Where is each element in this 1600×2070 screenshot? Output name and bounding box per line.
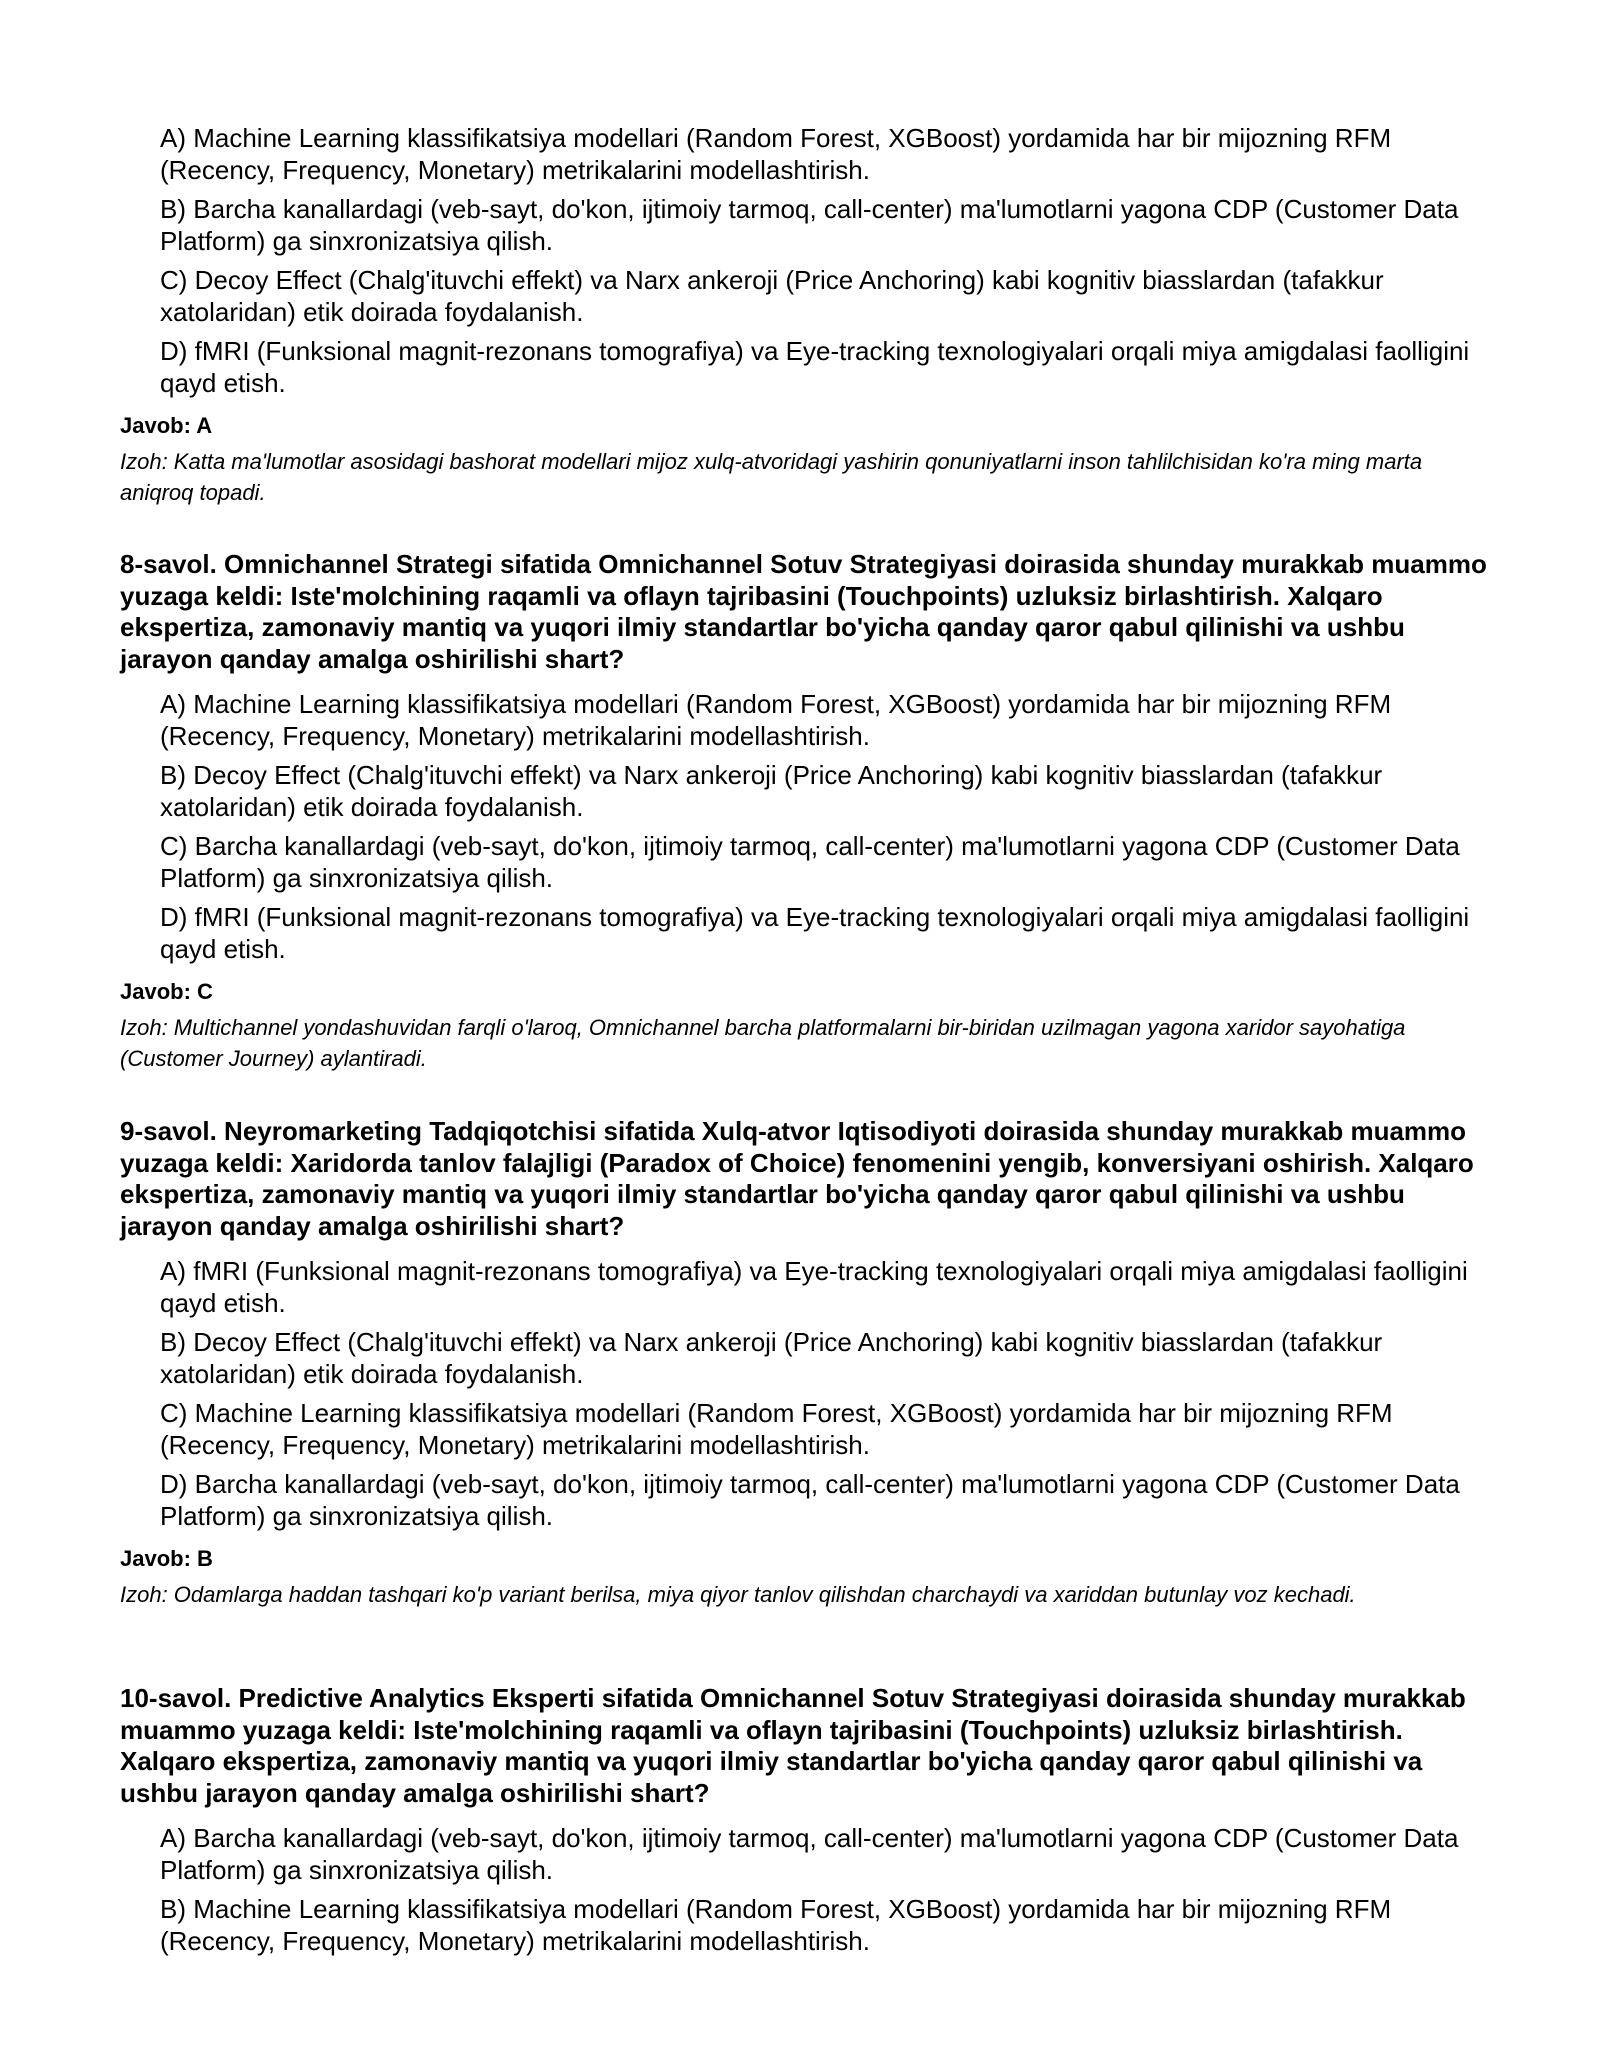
- answer-label: Javob: A: [120, 413, 213, 438]
- answer-label: Javob: B: [120, 1546, 213, 1571]
- option-a: A) Barcha kanallardagi (veb-sayt, do'kon, ijtimoiy tarmoq, call-center) ma'lumotlarni yagona CDP (Customer Data Platform) ga sinxronizatsiya qilish.: [160, 1823, 1459, 1885]
- option-a: A) fMRI (Funksional magnit-rezonans tomografiya) va Eye-tracking texnologiyalari orqali miya amigdalasi faolligini qayd etish.: [160, 1256, 1468, 1318]
- question-text: 9-savol. Neyromarketing Tadqiqotchisi sifatida Xulq-atvor Iqtisodiyoti doirasida shunday murakkab muammo yuzaga keldi: Xaridorda tanlov falajligi (Paradox of Choice) fenomenini yengib, konversiyani oshirish. Xalqaro ekspertiza, zamonaviy mantiq va yuqori ilmiy standartlar bo'yicha qanday qaror qabul qilinishi va ushbu jarayon qanday amalga oshirilishi shart?: [120, 1116, 1474, 1241]
- option-a: A) Machine Learning klassifikatsiya modellari (Random Forest, XGBoost) yordamida har bir mijozning RFM (Recency, Frequency, Monetary) metrikalarini modellashtirish.: [160, 123, 1392, 185]
- option-c: C) Decoy Effect (Chalg'ituvchi effekt) va Narx ankeroji (Price Anchoring) kabi kognitiv biasslardan (tafakkur xatolaridan) etik doirada foydalanish.: [160, 265, 1384, 327]
- option-c: C) Machine Learning klassifikatsiya modellari (Random Forest, XGBoost) yordamida har bir mijozning RFM (Recency, Frequency, Monetary) metrikalarini modellashtirish.: [160, 1398, 1393, 1460]
- option-d: D) fMRI (Funksional magnit-rezonans tomografiya) va Eye-tracking texnologiyalari orqali miya amigdalasi faolligini qayd etish.: [160, 902, 1470, 964]
- option-a: A) Machine Learning klassifikatsiya modellari (Random Forest, XGBoost) yordamida har bir mijozning RFM (Recency, Frequency, Monetary) metrikalarini modellashtirish.: [160, 689, 1392, 751]
- option-d: D) Barcha kanallardagi (veb-sayt, do'kon, ijtimoiy tarmoq, call-center) ma'lumotlarni yagona CDP (Customer Data Platform) ga sinxronizatsiya qilish.: [160, 1469, 1460, 1531]
- answer-label: Javob: C: [120, 979, 213, 1004]
- question-text: 10-savol. Predictive Analytics Eksperti sifatida Omnichannel Sotuv Strategiyasi doirasida shunday murakkab muammo yuzaga keldi: Iste'molchining raqamli va oflayn tajribasini (Touchpoints) uzluksiz birlashtirish. Xalqaro ekspertiza, zamonaviy mantiq va yuqori ilmiy standartlar bo'yicha qanday qaror qabul qilinishi va ushbu jarayon qanday amalga oshirilishi shart?: [120, 1683, 1466, 1808]
- explanation: Izoh: Multichannel yondashuvidan farqli o'laroq, Omnichannel barcha platformalarni bir-biridan uzilmagan yagona xaridor sayohatiga (Customer Journey) aylantiradi.: [120, 1015, 1406, 1071]
- question-text: 8-savol. Omnichannel Strategi sifatida Omnichannel Sotuv Strategiyasi doirasida shunday murakkab muammo yuzaga keldi: Iste'molchining raqamli va oflayn tajribasini (Touchpoints) uzluksiz birlashtirish. Xalqaro ekspertiza, zamonaviy mantiq va yuqori ilmiy standartlar bo'yicha qanday qaror qabul qilinishi va ushbu jarayon qanday amalga oshirilishi shart?: [120, 549, 1487, 674]
- option-b: B) Machine Learning klassifikatsiya modellari (Random Forest, XGBoost) yordamida har bir mijozning RFM (Recency, Frequency, Monetary) metrikalarini modellashtirish.: [160, 1894, 1392, 1956]
- option-b: B) Barcha kanallardagi (veb-sayt, do'kon, ijtimoiy tarmoq, call-center) ma'lumotlarni yagona CDP (Customer Data Platform) ga sinxronizatsiya qilish.: [160, 194, 1459, 256]
- explanation: Izoh: Odamlarga haddan tashqari ko'p variant berilsa, miya qiyor tanlov qilishdan charchaydi va xariddan butunlay voz kechadi.: [120, 1582, 1356, 1607]
- option-d: D) fMRI (Funksional magnit-rezonans tomografiya) va Eye-tracking texnologiyalari orqali miya amigdalasi faolligini qayd etish.: [160, 336, 1470, 398]
- option-b: B) Decoy Effect (Chalg'ituvchi effekt) va Narx ankeroji (Price Anchoring) kabi kognitiv biasslardan (tafakkur xatolaridan) etik doirada foydalanish.: [160, 760, 1383, 822]
- explanation: Izoh: Katta ma'lumotlar asosidagi bashorat modellari mijoz xulq-atvoridagi yashirin qonuniyatlarni inson tahlilchisidan ko'ra ming marta aniqroq topadi.: [120, 449, 1423, 505]
- option-b: B) Decoy Effect (Chalg'ituvchi effekt) va Narx ankeroji (Price Anchoring) kabi kognitiv biasslardan (tafakkur xatolaridan) etik doirada foydalanish.: [160, 1327, 1383, 1389]
- option-c: C) Barcha kanallardagi (veb-sayt, do'kon, ijtimoiy tarmoq, call-center) ma'lumotlarni yagona CDP (Customer Data Platform) ga sinxronizatsiya qilish.: [160, 831, 1460, 893]
